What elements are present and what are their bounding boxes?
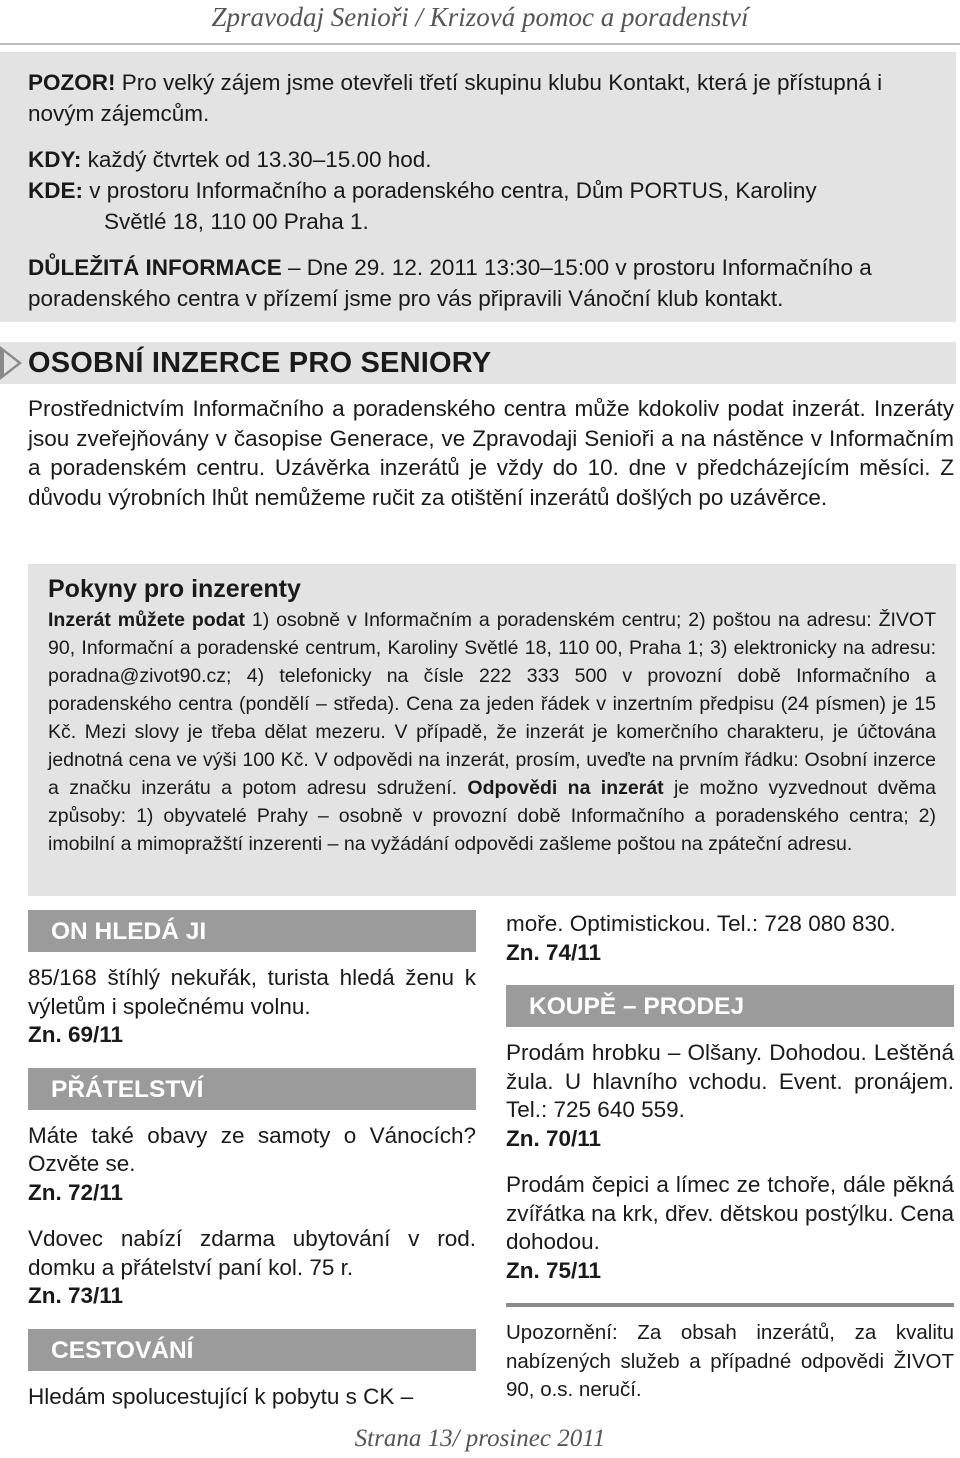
ad-text: Prodám hrobku – Olšany. Dohodou. Leštěná žula. U hlavního vchodu. Event. pronájem. Tel.: 725 640 559. — [506, 1040, 954, 1122]
ad-item — [28, 1122, 476, 1208]
important-info-label: DŮLEŽITÁ INFORMACE — [28, 255, 282, 280]
advertiser-guide-box — [28, 564, 956, 896]
category-pratelstvi: PŘÁTELSTVÍ — [28, 1068, 476, 1110]
ad-text: Máte také obavy ze samoty o Vánocích? Ozvěte se. — [28, 1122, 476, 1176]
kde-line-2: Světlé 18, 110 00 Praha 1. — [104, 209, 369, 234]
ad-item — [28, 1383, 476, 1412]
kde-label: KDE: — [28, 178, 83, 203]
ad-text: moře. Optimistickou. Tel.: 728 080 830. — [506, 911, 896, 936]
kdy-line — [28, 144, 930, 175]
ad-code: Zn. 69/11 — [28, 1022, 124, 1047]
ad-code: Zn. 70/11 — [506, 1125, 602, 1151]
divider — [506, 1303, 954, 1307]
guide-text-1: 1) osobně v Informačním a poradenském centru; 2) poštou na adresu: ŽIVOT 90, Informační a poradenské centrum, Karoliny Světlé 18, 110 00, Praha 1; 3) elektronicky na adresu: poradna@zivot90.cz; 4) telefonicky na čísle 222 333 500 v provozní době Informačního a poradenského centra (pondělí – středa). Cena za jeden řádek v inzertním předpisu (24 písmen) je 15 Kč. Mezi slovy je třeba dělat mezeru. V případě, že inzerát je komerčního charakteru, je účtována jednotná cena ve výši 100 Kč. V odpovědi na inzerát, prosím, uveďte na prvním řádku: Osobní inzerce a značku inzerátu a potom adresu sdružení. — [48, 609, 936, 799]
ads-column-left — [28, 910, 476, 1429]
pozor-paragraph — [28, 67, 930, 129]
ad-item — [506, 1039, 954, 1153]
ad-item-continued — [506, 910, 954, 967]
ad-item — [506, 1171, 954, 1285]
ad-code: Zn. 75/11 — [506, 1257, 602, 1283]
category-cestovani: CESTOVÁNÍ — [28, 1329, 476, 1371]
ads-column-right — [506, 910, 954, 1405]
pozor-text: Pro velký zájem jsme otevřeli třetí skupinu klubu Kontakt, která je přístupná i novým zájemcům. — [28, 70, 883, 126]
notice-box — [0, 52, 956, 322]
guide-text-2: je možno vyzvednout dvěma způsoby: 1) obyvatelé Prahy – osobně v provozní době Informačního a poradenského centra; 2) imobilní a mimopražští inzerenti – na vyžádání odpovědi zašleme poštou na zpáteční adresu. — [48, 777, 936, 855]
page-footer: Strana 13/ prosinec 2011 — [354, 1425, 606, 1452]
ad-item — [28, 964, 476, 1050]
page-header-title: Zpravodaj Senioři / Krizová pomoc a poradenství — [211, 2, 749, 32]
ad-text: Vdovec nabízí zdarma ubytování v rod. domku a přátelství paní kol. 75 r. — [28, 1226, 476, 1280]
guide-reply-label: Odpovědi na inzerát — [467, 777, 664, 799]
category-koupe-prodej: KOUPĚ – PRODEJ — [506, 985, 954, 1027]
category-on-hleda-ji: ON HLEDÁ JI — [28, 910, 476, 952]
ad-text: Hledám spolucestující k pobytu s CK – — [28, 1383, 414, 1409]
important-info — [28, 252, 930, 314]
guide-title: Pokyny pro inzerenty — [48, 575, 301, 603]
guide-text — [48, 606, 936, 858]
guide-lead: Inzerát můžete podat — [48, 609, 245, 631]
ad-item — [28, 1225, 476, 1311]
header-divider — [0, 43, 960, 45]
kdy-label: KDY: — [28, 147, 82, 172]
section-intro — [28, 394, 954, 512]
intro-text: Prostřednictvím Informačního a poradenského centra může kdokoliv podat inzerát. Inzeráty jsou zveřejňovány v časopise Generace, ve Zpravodaji Senioři a na nástěnce v Informačním a poradenském centru. Uzávěrka inzerátů je vždy do 10. dne v předcházejícím měsíci. Z důvodu výrobních lhůt nemůžeme ručit za otištění inzerátů došlých po uzávěrce. — [28, 396, 954, 510]
ad-code: Zn. 74/11 — [506, 939, 602, 965]
important-info-text: – Dne 29. 12. 2011 13:30–15:00 v prostoru Informačního a poradenského centra v přízemí jsme pro vás připravili Vánoční klub kontakt. — [28, 255, 872, 311]
ad-code: Zn. 73/11 — [28, 1283, 124, 1308]
ad-text: 85/168 štíhlý nekuřák, turista hledá ženu k výletům i společnému volnu. — [28, 965, 476, 1019]
ad-code: Zn. 72/11 — [28, 1179, 124, 1205]
section-title: OSOBNÍ INZERCE PRO SENIORY — [28, 347, 492, 379]
kde-line — [28, 175, 930, 206]
disclaimer: Upozornění: Za obsah inzerátů, za kvalitu nabízených služeb a případné odpovědi ŽIVOT 90, o.s. neručí. — [506, 1321, 954, 1401]
kdy-text: každý čtvrtek od 13.30–15.00 hod. — [81, 147, 432, 172]
pozor-label: POZOR! — [28, 70, 116, 95]
section-heading-bar — [0, 342, 956, 384]
kde-text: v prostoru Informačního a poradenského centra, Dům PORTUS, Karoliny — [83, 178, 817, 203]
ad-text: Prodám čepici a límec ze tchoře, dále pěkná zvířátka na krk, dřev. dětskou postýlku. Cena dohodou. — [506, 1172, 954, 1254]
